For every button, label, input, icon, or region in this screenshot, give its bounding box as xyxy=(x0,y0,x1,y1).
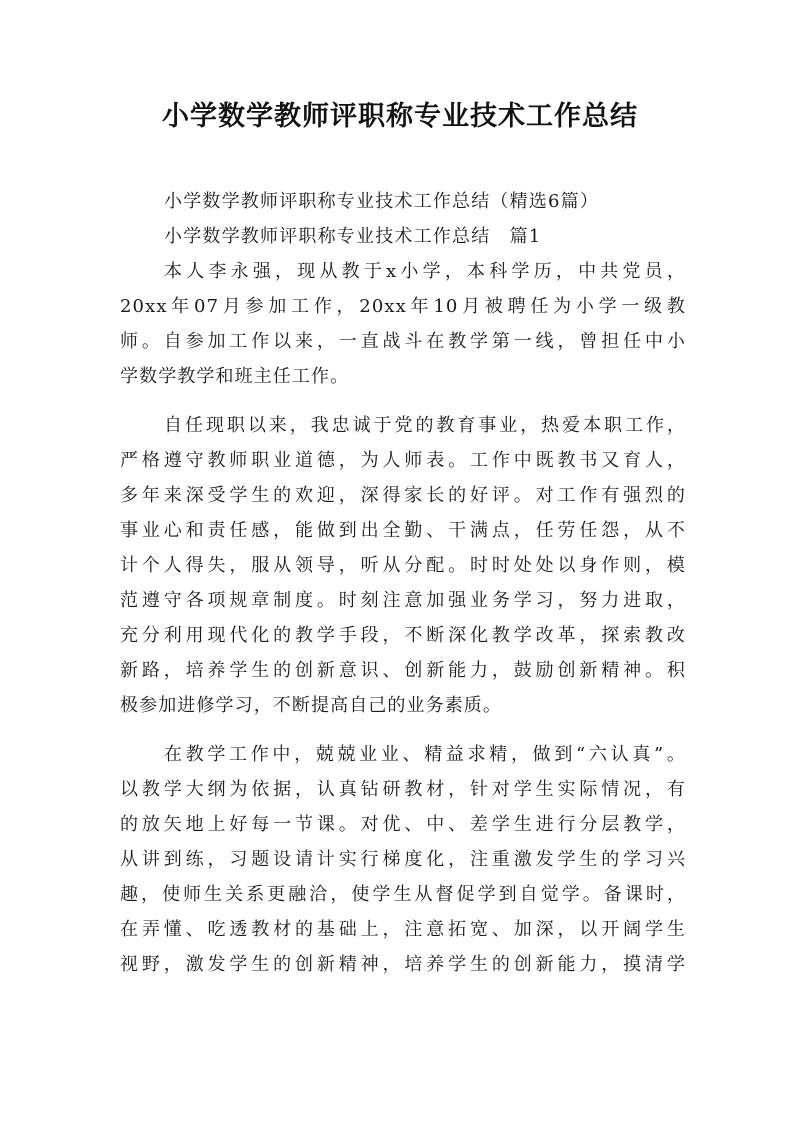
paragraph-line: 的放矢地上好每一节课。对优、中、差学生进行分层教学， xyxy=(120,814,686,835)
paragraph-line: 视野，激发学生的创新精神，培养学生的创新能力，摸清学 xyxy=(120,954,686,975)
paragraph-line: 学数学教学和班主任工作。 xyxy=(120,366,350,387)
paragraph-line: 严格遵守教师职业道德，为人师表。工作中既教书又育人， xyxy=(120,450,686,471)
paragraph-line: 多年来深受学生的欢迎，深得家长的好评。对工作有强烈的 xyxy=(120,485,686,506)
paragraph-line: 以教学大纲为依据，认真钻研教材，针对学生实际情况，有 xyxy=(120,779,686,800)
paragraph-line: 范遵守各项规章制度。时刻注意加强业务学习，努力进取， xyxy=(120,590,686,611)
paragraph-line: 在教学工作中，兢兢业业、精益求精，做到“六认真”。 xyxy=(164,744,686,765)
paragraph-line: 从讲到练，习题设请计实行梯度化，注重激发学生的学习兴 xyxy=(120,849,686,870)
paragraph-line: 在弄懂、吃透教材的基础上，注意拓宽、加深，以开阔学生 xyxy=(120,919,686,940)
paragraph-line: 趣，使师生关系更融洽，使学生从督促学到自觉学。备课时， xyxy=(120,884,686,905)
paragraph-line: 师。自参加工作以来，一直战斗在教学第一线，曾担任中小 xyxy=(120,331,686,352)
document-body xyxy=(120,184,686,982)
paragraph-line: 本人李永强，现从教于x小学，本科学历，中共党员， xyxy=(164,261,686,282)
document-title: 小学数学教师评职称专业技术工作总结 xyxy=(162,101,638,132)
paragraph-line: 极参加进修学习，不断提高自己的业务素质。 xyxy=(120,695,502,716)
paragraph-line: 新路，培养学生的创新意识、创新能力，鼓励创新精神。积 xyxy=(120,660,686,681)
paragraph xyxy=(120,254,686,394)
paragraph-line: 事业心和责任感，能做到出全勤、干满点，任劳任怨，从不 xyxy=(120,520,686,541)
paragraph-gap xyxy=(120,723,686,737)
section-heading: 小学数学教师评职称专业技术工作总结 篇1 xyxy=(164,226,542,247)
paragraph xyxy=(120,408,686,723)
paragraph xyxy=(120,737,686,982)
paragraph-line: 20xx年07月参加工作，20xx年10月被聘任为小学一级教 xyxy=(120,296,686,317)
paragraph-gap xyxy=(120,394,686,408)
paragraph-line: 充分利用现代化的教学手段，不断深化教学改革，探索教改 xyxy=(120,625,686,646)
paragraph-line: 计个人得失，服从领导，听从分配。时时处处以身作则，模 xyxy=(120,555,686,576)
document-subtitle: 小学数学教师评职称专业技术工作总结（精选6篇） xyxy=(164,191,600,212)
paragraph-line: 自任现职以来，我忠诚于党的教育事业，热爱本职工作， xyxy=(164,415,686,436)
